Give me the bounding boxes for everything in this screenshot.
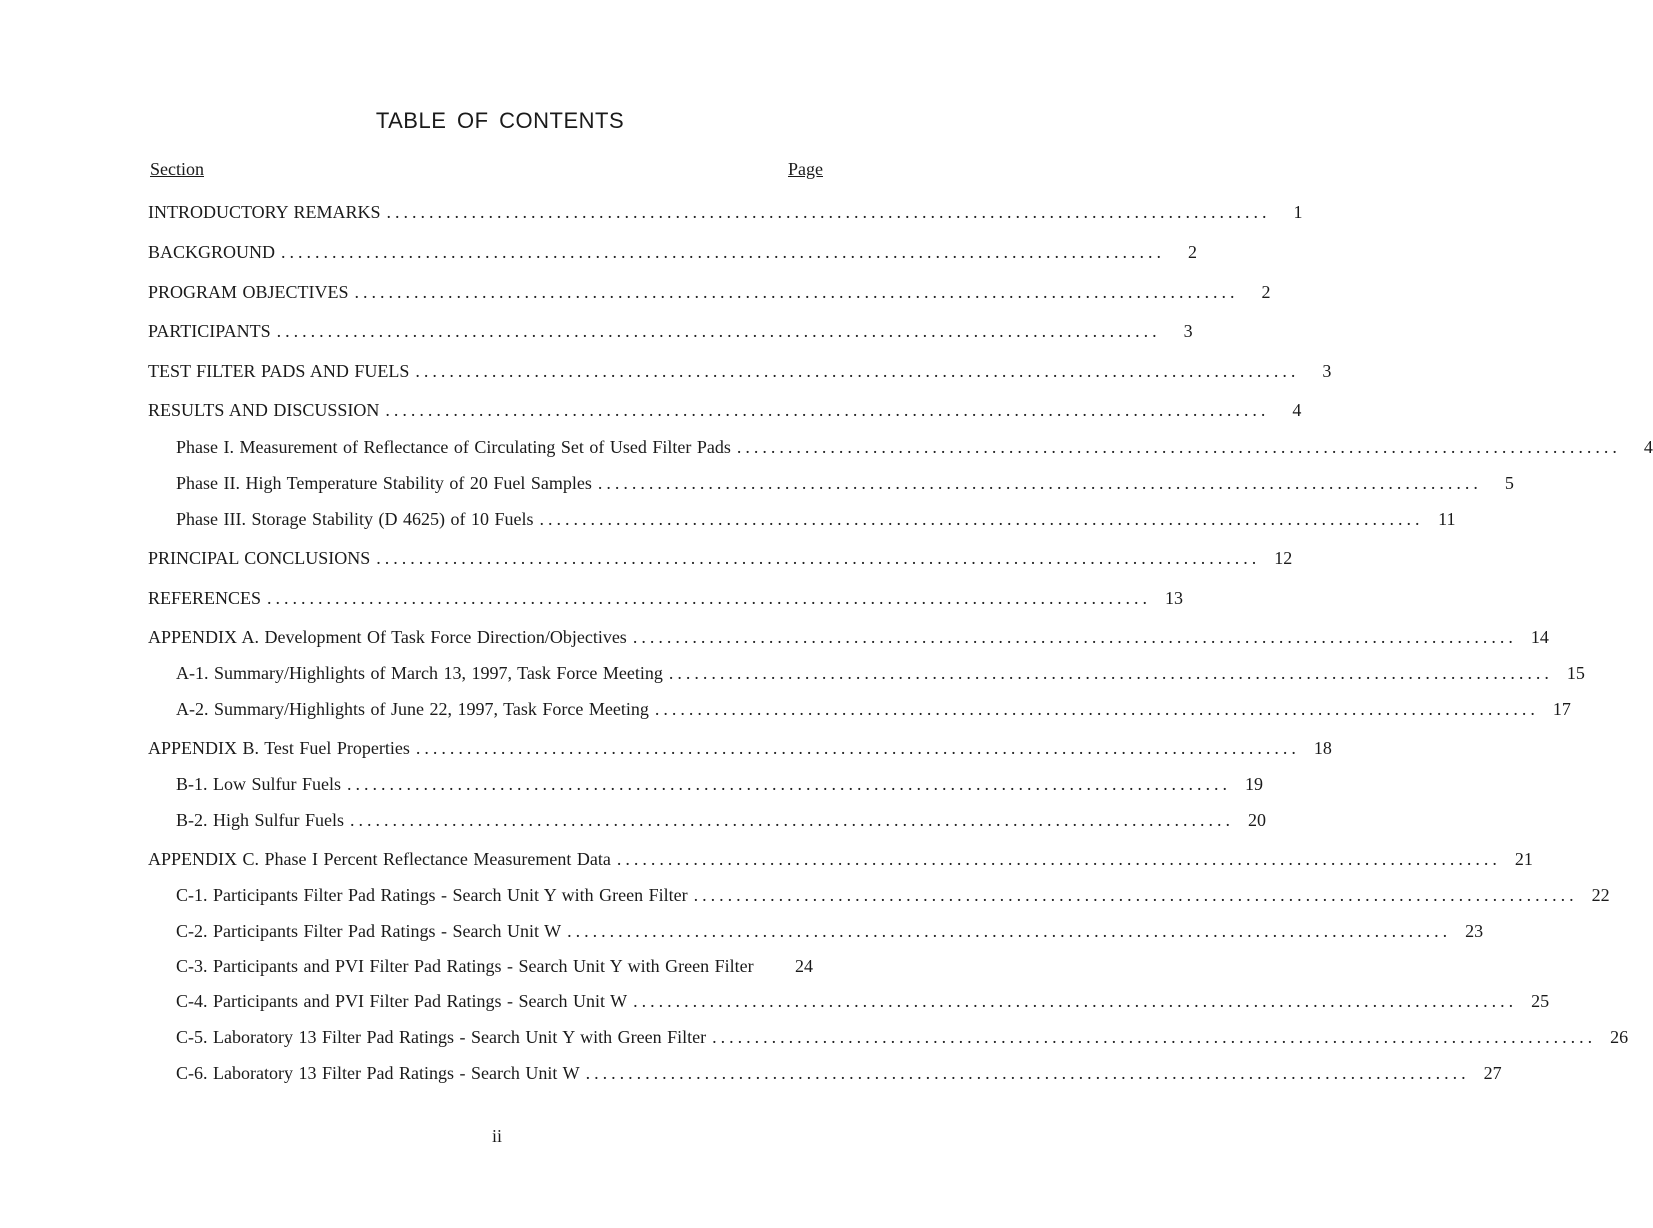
toc-subentry (176, 991, 1550, 1017)
toc-entry-label: INTRODUCTORY REMARKS (148, 202, 381, 222)
toc-entry-label: A-2. Summary/Highlights of June 22, 1997, Task Force Meeting (176, 699, 649, 719)
leader-dots: ........................................................................................................ (267, 588, 1152, 608)
toc-entry-label: RESULTS AND DISCUSSION (148, 400, 380, 420)
toc-entry-label: PRINCIPAL CONCLUSIONS (148, 548, 371, 568)
toc-entry (148, 849, 1533, 875)
toc-entry-label: C-5. Laboratory 13 Filter Pad Ratings - Search Unit Y with Green Filter (176, 1027, 707, 1047)
toc-entry-page: 2 (1261, 282, 1271, 302)
toc-entry (148, 282, 1271, 308)
toc-entry (148, 548, 1293, 574)
toc-entry-page: 15 (1566, 663, 1585, 683)
toc-entry-label: Phase II. High Temperature Stability of 20 Fuel Samples (176, 473, 592, 493)
toc-entry-page: 17 (1552, 699, 1571, 719)
page-title: TABLE OF CONTENTS (375, 108, 625, 133)
toc-entry-label: PROGRAM OBJECTIVES (148, 282, 349, 302)
toc-entry (148, 202, 1303, 228)
toc-entry-page: 21 (1514, 849, 1533, 869)
leader-dots: ........................................................................................................ (712, 1027, 1597, 1047)
toc-entry-page: 23 (1465, 921, 1484, 941)
toc-entry-label: APPENDIX A. Development Of Task Force Direction/Objectives (148, 627, 627, 647)
toc-entry-page: 3 (1183, 321, 1193, 341)
toc-entry-label: A-1. Summary/Highlights of March 13, 1997, Task Force Meeting (176, 663, 663, 683)
toc-entry-page: 11 (1438, 509, 1456, 529)
toc-subentry (176, 956, 813, 982)
leader-dots: ........................................................................................................ (386, 202, 1271, 222)
toc-subentry (176, 1027, 1629, 1053)
toc-entry-page: 25 (1531, 991, 1550, 1011)
section-column-header: Section (150, 159, 204, 179)
leader-dots: ........................................................................................................ (385, 400, 1270, 420)
toc-entry (148, 361, 1332, 387)
leader-dots: ........................................................................................................ (693, 885, 1578, 905)
leader-dots: ........................................................................................................ (597, 473, 1482, 493)
toc-entry-page: 19 (1245, 774, 1263, 794)
leader-dots: ........................................................................................................ (654, 699, 1539, 719)
toc-subentry (176, 663, 1585, 689)
page-number: ii (491, 1126, 502, 1146)
leader-dots: ........................................................................................................ (350, 810, 1235, 830)
toc-entry-page: 18 (1313, 738, 1332, 758)
toc-entry-page: 3 (1322, 361, 1332, 381)
leader-dots: ........................................................................................................ (347, 774, 1231, 794)
toc-entry-label: C-6. Laboratory 13 Filter Pad Ratings - Search Unit W (176, 1063, 580, 1083)
page-column-header: Page (788, 159, 823, 179)
toc-entry-label: TEST FILTER PADS AND FUELS (148, 361, 410, 381)
toc-subentry (176, 473, 1514, 499)
toc-entry-page: 12 (1274, 548, 1293, 568)
leader-dots: ........................................................................................................ (668, 663, 1553, 683)
toc-entry-page: 4 (1643, 437, 1653, 457)
toc-subentry (176, 1063, 1502, 1089)
toc-entry-page: 2 (1188, 242, 1198, 262)
leader-dots: ........................................................................................................ (354, 282, 1239, 302)
toc-subentry (176, 699, 1571, 725)
toc-entry (148, 242, 1198, 268)
toc-entry-page: 27 (1483, 1063, 1502, 1083)
toc-entry-page: 26 (1610, 1027, 1629, 1047)
toc-subentry (176, 921, 1484, 947)
leader-dots: ........................................................................................................ (415, 361, 1300, 381)
toc-entry-label: C-4. Participants and PVI Filter Pad Ratings - Search Unit W (176, 991, 628, 1011)
toc-entry-label: Phase III. Storage Stability (D 4625) of 10 Fuels (176, 509, 534, 529)
toc-entry-page: 5 (1504, 473, 1514, 493)
toc-entry (148, 321, 1193, 347)
leader-dots: ........................................................................................................ (585, 1063, 1470, 1083)
toc-entry-page: 22 (1591, 885, 1610, 905)
toc-entry (148, 400, 1302, 426)
toc-subentry (176, 885, 1610, 911)
toc-entry-label: C-1. Participants Filter Pad Ratings - Search Unit Y with Green Filter (176, 885, 688, 905)
leader-dots: ........................................................................................................ (415, 738, 1300, 758)
toc-entry-label: C-3. Participants and PVI Filter Pad Ratings - Search Unit Y with Green Filter (176, 956, 754, 976)
leader-dots: ........................................................................................................ (633, 991, 1518, 1011)
toc-entry (148, 738, 1332, 764)
toc-entry-label: APPENDIX C. Phase I Percent Reflectance Measurement Data (148, 849, 611, 869)
toc-entry-label: REFERENCES (148, 588, 262, 608)
toc-entry-label: B-1. Low Sulfur Fuels (176, 774, 341, 794)
toc-entry-page: 4 (1292, 400, 1302, 420)
leader-dots: ........................................................................................................ (376, 548, 1261, 568)
toc-entry-label: APPENDIX B. Test Fuel Properties (148, 738, 410, 758)
toc-entry (148, 627, 1549, 653)
leader-dots: ........................................................................................................ (567, 921, 1452, 941)
toc-entry-label: PARTICIPANTS (148, 321, 271, 341)
leader-dots: ........................................................................................................ (632, 627, 1517, 647)
toc-entry-page: 24 (795, 956, 813, 976)
toc-entry-page: 13 (1165, 588, 1184, 608)
leader-dots: ........................................................................................................ (539, 509, 1424, 529)
toc-entry-page: 1 (1293, 202, 1303, 222)
toc-entry-label: Phase I. Measurement of Reflectance of Circulating Set of Used Filter Pads (176, 437, 731, 457)
toc-entry-page: 20 (1248, 810, 1267, 830)
toc-subentry (176, 810, 1267, 836)
toc-subentry (176, 437, 1653, 463)
toc-entry (148, 588, 1184, 614)
leader-dots: ........................................................................................................ (616, 849, 1501, 869)
toc-subentry (176, 509, 1456, 535)
toc-entry-label: BACKGROUND (148, 242, 276, 262)
toc-entry-label: B-2. High Sulfur Fuels (176, 810, 345, 830)
toc-subentry (176, 774, 1263, 800)
toc-entry-label: C-2. Participants Filter Pad Ratings - Search Unit W (176, 921, 562, 941)
leader-dots: ........................................................................................................ (736, 437, 1621, 457)
leader-dots: ........................................................................................................ (281, 242, 1166, 262)
toc-entry-page: 14 (1530, 627, 1549, 647)
leader-dots: ........................................................................................................ (276, 321, 1161, 341)
